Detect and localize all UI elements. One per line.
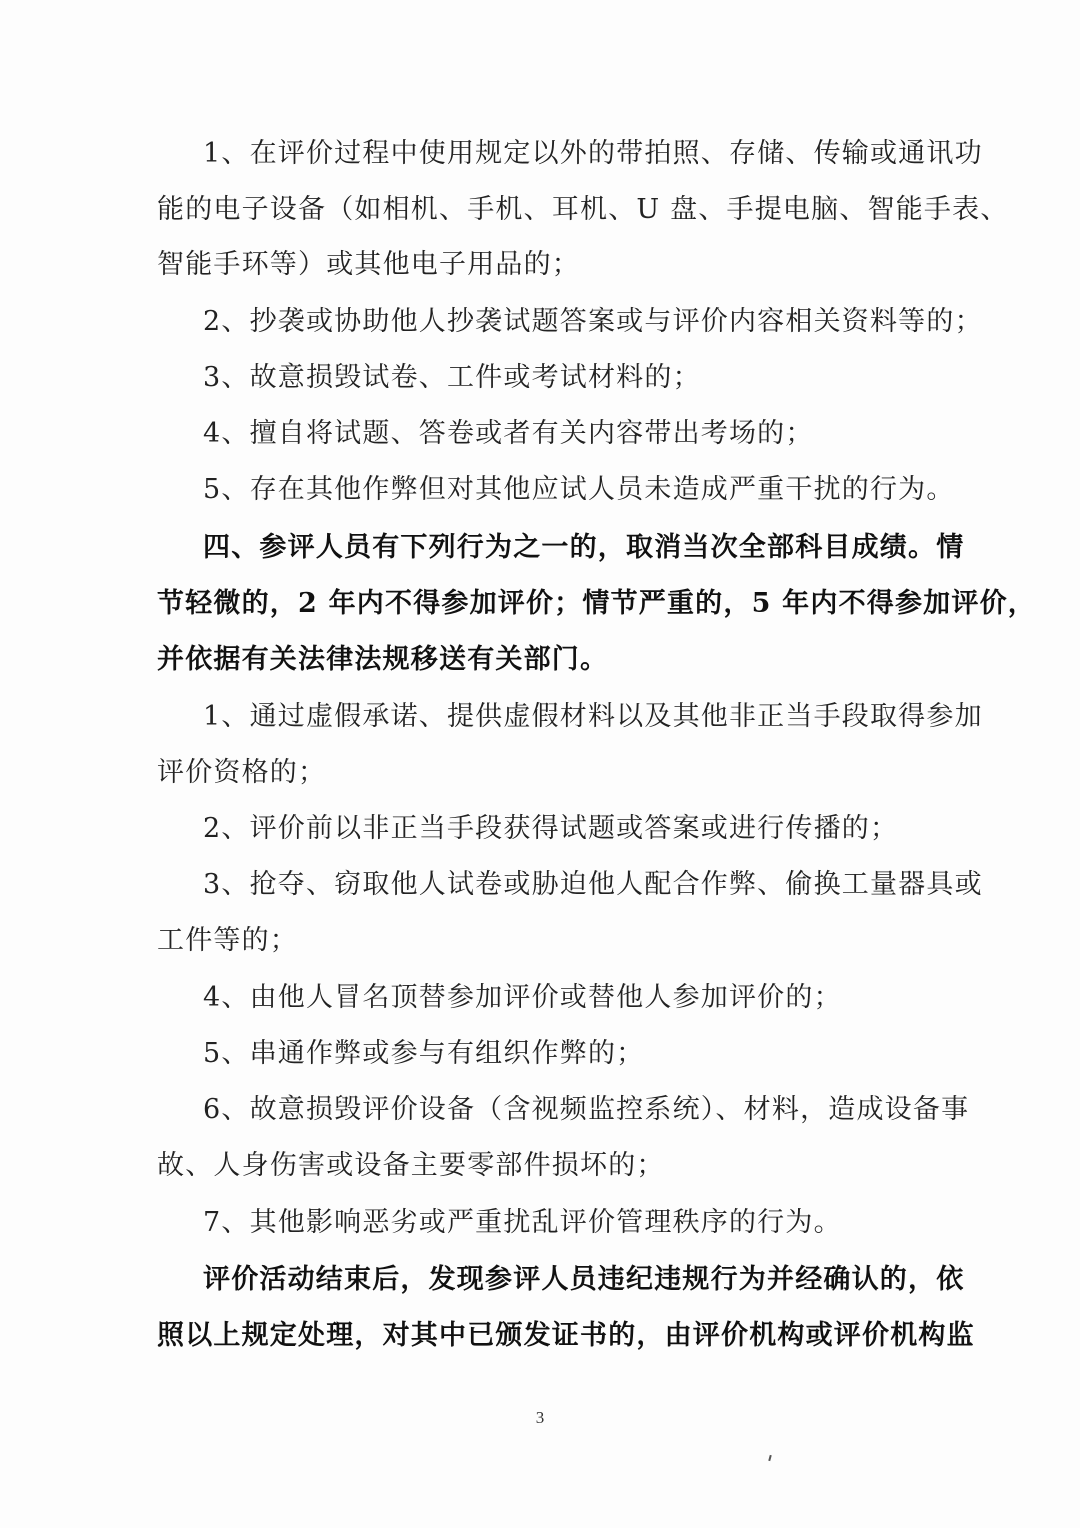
closing-paragraph-line: 评价活动结束后，发现参评人员违纪违规行为并经确认的，依 bbox=[203, 1264, 965, 1295]
paragraph-line: 5、存在其他作弊但对其他应试人员未造成严重干扰的行为。 bbox=[203, 474, 955, 505]
paragraph-line: 6、故意损毁评价设备（含视频监控系统）、材料，造成设备事 bbox=[203, 1094, 970, 1125]
paragraph-line: 4、由他人冒名顶替参加评价或替他人参加评价的； bbox=[203, 982, 842, 1013]
paragraph-line: 3、抢夺、窃取他人试卷或胁迫他人配合作弊、偷换工量器具或 bbox=[203, 869, 983, 900]
paragraph-line: 3、故意损毁试卷、工件或考试材料的； bbox=[203, 362, 701, 393]
paragraph-line: 1、在评价过程中使用规定以外的带拍照、存储、传输或通讯功 bbox=[203, 138, 983, 169]
paragraph-line: 能的电子设备（如相机、手机、耳机、U 盘、手提电脑、智能手表、 bbox=[157, 194, 1009, 225]
page-number: 3 bbox=[535, 1408, 545, 1427]
closing-paragraph-line: 照以上规定处理，对其中已颁发证书的，由评价机构或评价机构监 bbox=[157, 1320, 975, 1351]
paragraph-line: 1、通过虚假承诺、提供虚假材料以及其他非正当手段取得参加 bbox=[203, 701, 983, 732]
section-heading-line: 并依据有关法律法规移送有关部门。 bbox=[157, 644, 609, 675]
paragraph-line: 7、其他影响恶劣或严重扰乱评价管理秩序的行为。 bbox=[203, 1207, 842, 1238]
scan-speck bbox=[768, 1455, 771, 1461]
section-heading-line: 四、参评人员有下列行为之一的，取消当次全部科目成绩。情 bbox=[203, 532, 965, 563]
paragraph-line: 5、串通作弊或参与有组织作弊的； bbox=[203, 1038, 645, 1069]
paragraph-line: 智能手环等）或其他电子用品的； bbox=[157, 249, 580, 280]
paragraph-line: 2、评价前以非正当手段获得试题或答案或进行传播的； bbox=[203, 813, 899, 844]
paragraph-line: 评价资格的； bbox=[157, 757, 327, 788]
paragraph-line: 2、抄袭或协助他人抄袭试题答案或与评价内容相关资料等的； bbox=[203, 306, 983, 337]
paragraph-line: 工件等的； bbox=[157, 925, 298, 956]
paragraph-line: 4、擅自将试题、答卷或者有关内容带出考场的； bbox=[203, 418, 814, 449]
section-heading-line: 节轻微的，2 年内不得参加评价；情节严重的，5 年内不得参加评价， bbox=[157, 588, 1036, 619]
paragraph-line: 故、人身伤害或设备主要零部件损坏的； bbox=[157, 1150, 665, 1181]
